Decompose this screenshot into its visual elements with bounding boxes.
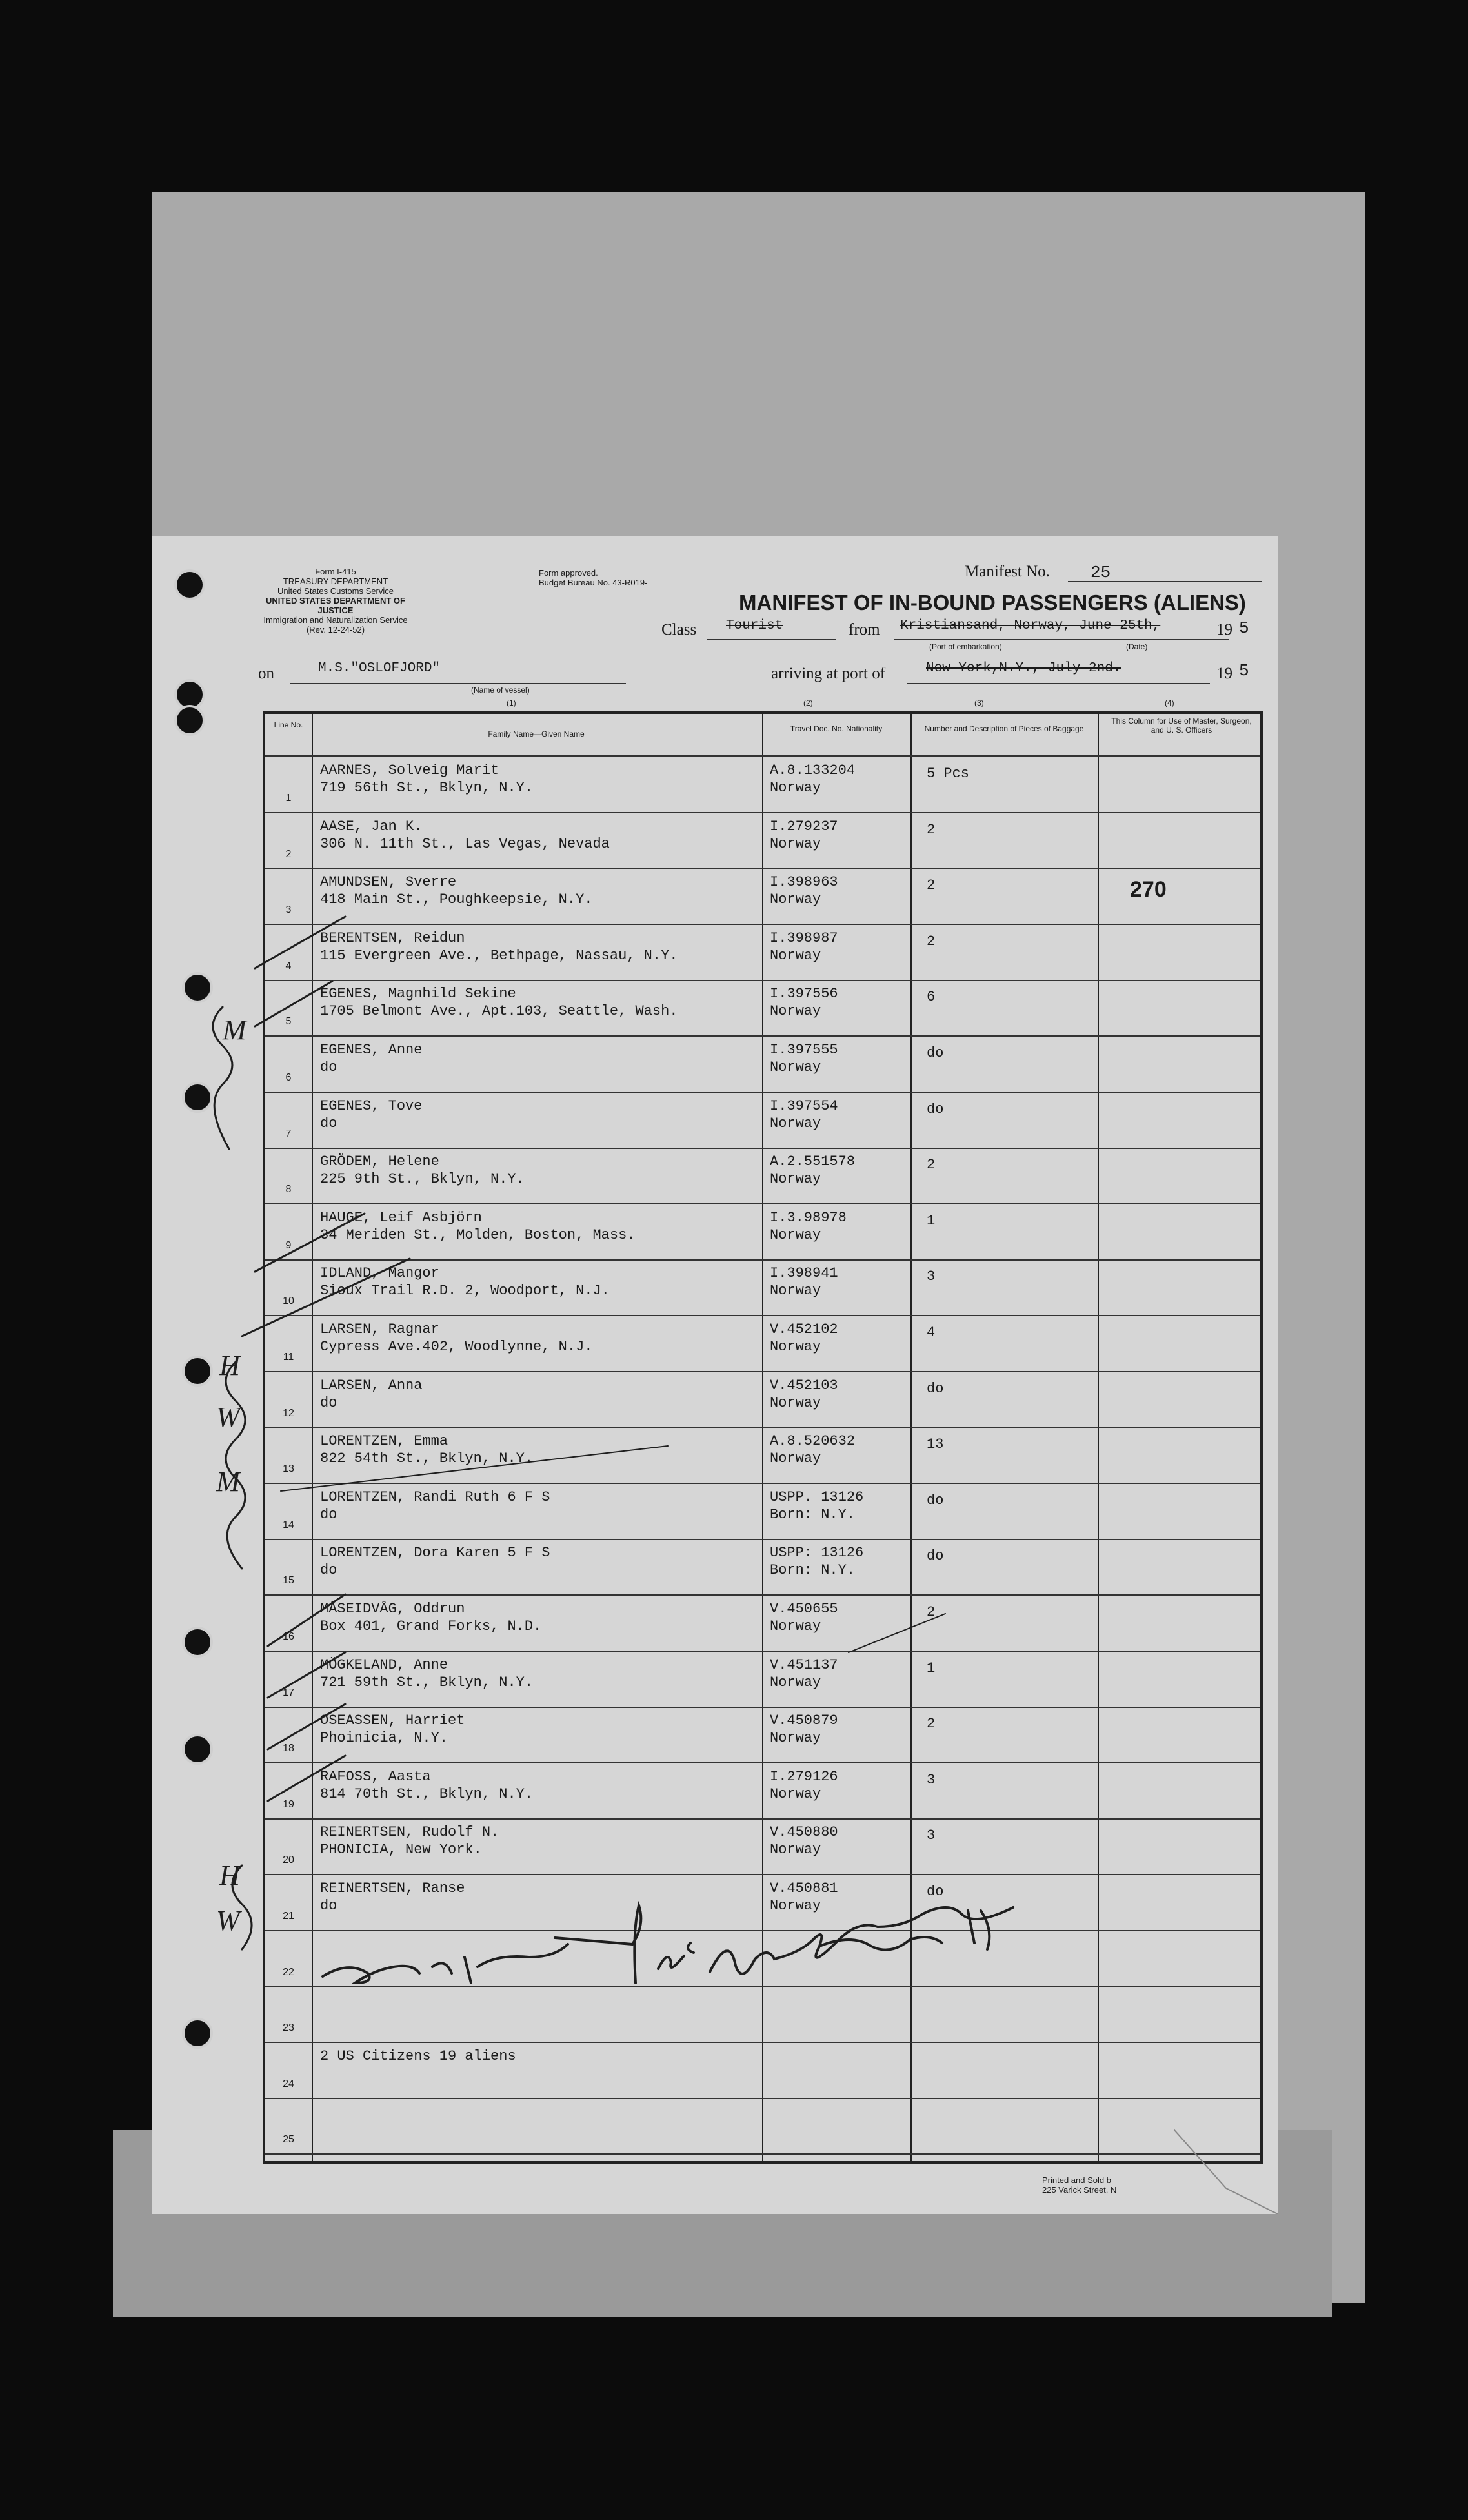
table-row [265, 868, 1260, 925]
passenger-address: 822 54th St., Bklyn, N.Y. [320, 1450, 534, 1467]
baggage-count: do [927, 1548, 944, 1565]
doc-number: V.450881 [770, 1880, 838, 1896]
passenger-name-address [320, 762, 533, 797]
table-row [265, 2098, 1260, 2155]
baggage-count: 1 [927, 1660, 936, 1676]
printer-line: Printed and Sold b [1042, 2175, 1111, 2185]
line-number: 6 [285, 1072, 292, 1083]
punch-hole [182, 1627, 213, 1658]
passenger-address: Sioux Trail R.D. 2, Woodport, N.J. [320, 1283, 610, 1299]
table-row [265, 1148, 1260, 1204]
baggage-count: 4 [927, 1325, 936, 1341]
passenger-name-address [320, 818, 610, 853]
table-row [265, 980, 1260, 1037]
punch-hole [182, 1356, 213, 1387]
table-row [265, 1986, 1260, 2043]
date-caption: (Date) [1126, 642, 1148, 651]
nationality: Born: N.Y. [770, 1562, 856, 1579]
line-number: 20 [283, 1854, 294, 1866]
doc-number: I.3.98978 [770, 1209, 847, 1226]
margin-initial: M [223, 1014, 246, 1046]
table-row [265, 757, 1260, 813]
nationality: Norway [770, 1898, 821, 1914]
table-row [265, 1372, 1260, 1428]
passenger-address: 719 56th St., Bklyn, N.Y. [320, 780, 534, 796]
passenger-name-address [320, 1432, 533, 1467]
passenger-name-address [320, 1824, 499, 1858]
nationality: Norway [770, 835, 821, 852]
column-marker: (2) [803, 698, 813, 707]
approval-line: Form approved. [539, 568, 598, 578]
doc-number: I.398941 [770, 1265, 838, 1282]
doc-number: I.398963 [770, 874, 838, 891]
passenger-name: AARNES, Solveig Marit [320, 762, 499, 778]
travel-doc [770, 818, 838, 853]
passenger-address: PHONICIA, New York. [320, 1842, 482, 1858]
passenger-name-address [320, 1265, 610, 1299]
travel-doc [770, 985, 838, 1020]
doc-number: I.397554 [770, 1097, 838, 1114]
baggage-count: do [927, 1884, 944, 1900]
passenger-name-address [320, 2048, 516, 2065]
manifest-form [152, 536, 1278, 2214]
passenger-name-address [320, 1768, 533, 1803]
passenger-name: AASE, Jan K. [320, 818, 423, 835]
margin-bracket [213, 1007, 232, 1149]
baggage-count: 5 Pcs [927, 766, 970, 782]
travel-doc [770, 1041, 838, 1076]
vessel-caption: (Name of vessel) [471, 686, 530, 695]
passenger-name: LORENTZEN, Emma [320, 1433, 448, 1450]
doc-number: I.398987 [770, 930, 838, 946]
from-line [894, 639, 1229, 640]
passenger-name-address [320, 873, 592, 908]
passenger-address: do [320, 1059, 337, 1075]
line-number: 23 [283, 2022, 294, 2034]
officer-note: 270 [1130, 877, 1167, 902]
travel-doc [770, 762, 855, 797]
nationality: Norway [770, 1171, 821, 1188]
travel-doc [770, 1489, 863, 1523]
doc-number: USPP: 13126 [770, 1545, 864, 1561]
arriving-label: arriving at port of [771, 665, 886, 682]
baggage-count: do [927, 1380, 944, 1397]
nationality: Norway [770, 1674, 821, 1691]
baggage-count: 2 [927, 821, 936, 838]
nationality: Norway [770, 1226, 821, 1243]
doc-number: I.279237 [770, 818, 838, 835]
nationality: Norway [770, 1730, 821, 1747]
printer-line: 225 Varick Street, N [1042, 2185, 1117, 2195]
table-row [265, 1875, 1260, 1931]
baggage-count: 3 [927, 1771, 936, 1788]
doc-number: V.451137 [770, 1656, 838, 1673]
line-number: 21 [283, 1911, 294, 1922]
table-row [265, 1539, 1260, 1596]
passenger-address: do [320, 1115, 337, 1132]
line-number: 3 [285, 904, 292, 916]
on-label: on [258, 665, 274, 682]
passenger-table [263, 711, 1263, 2164]
doc-number: USPP. 13126 [770, 1489, 864, 1505]
passenger-name: 2 US Citizens 19 aliens [320, 2048, 516, 2064]
baggage-count: 2 [927, 1716, 936, 1732]
year-digit: 5 [1239, 661, 1249, 680]
passenger-address: 306 N. 11th St., Las Vegas, Nevada [320, 835, 610, 852]
punch-hole [174, 705, 205, 736]
manifest-number: 25 [1091, 563, 1111, 582]
margin-initial: H [219, 1860, 240, 1891]
vessel-line [290, 683, 626, 684]
travel-doc [770, 1265, 838, 1299]
punch-hole [182, 2018, 213, 2049]
table-body [265, 757, 1260, 2161]
table-row [265, 1707, 1260, 1763]
doc-number: V.450655 [770, 1601, 838, 1617]
table-row [265, 1036, 1260, 1093]
column-marker: (3) [974, 698, 984, 707]
travel-doc [770, 1209, 847, 1244]
baggage-count: do [927, 1101, 944, 1117]
passenger-address: Phoinicia, N.Y. [320, 1730, 448, 1747]
from-label: from [849, 621, 880, 638]
passenger-address: 1705 Belmont Ave., Apt.103, Seattle, Wash. [320, 1003, 678, 1020]
agency-line: TREASURY DEPARTMENT [283, 576, 388, 586]
baggage-count: 3 [927, 1268, 936, 1285]
agency-line: United States Customs Service [277, 586, 394, 596]
passenger-name: LARSEN, Anna [320, 1377, 423, 1394]
line-number: 1 [285, 793, 292, 804]
baggage-count: do [927, 1045, 944, 1061]
table-row [265, 2042, 1260, 2099]
margin-initial: W [216, 1905, 240, 1936]
table-row [265, 1818, 1260, 1875]
table-row [265, 1259, 1260, 1316]
line-number: 7 [285, 1128, 292, 1139]
passenger-name-address [320, 1153, 525, 1188]
line-number: 4 [285, 960, 292, 971]
line-number: 5 [285, 1016, 292, 1028]
table-row [265, 1931, 1260, 1987]
passenger-address: 225 9th St., Bklyn, N.Y. [320, 1171, 525, 1188]
passenger-name-address [320, 1209, 635, 1244]
nationality: Norway [770, 1842, 821, 1858]
passenger-name: EGENES, Tove [320, 1097, 423, 1114]
passenger-name-address [320, 1041, 422, 1076]
table-row [265, 1483, 1260, 1540]
passenger-name: OSEASSEN, Harriet [320, 1712, 465, 1729]
manifest-number-label: Manifest No. [965, 563, 1050, 580]
passenger-address: Cypress Ave.402, Woodlynne, N.J. [320, 1339, 593, 1355]
header-officers: This Column for Use of Master, Surgeon, and U. S. Officers [1111, 716, 1252, 735]
table-row [265, 813, 1260, 869]
line-number: 18 [283, 1743, 294, 1754]
passenger-name-address [320, 1321, 592, 1356]
line-number: 24 [283, 2078, 294, 2089]
arrival-line [907, 683, 1210, 684]
travel-doc [770, 1321, 838, 1356]
passenger-name-address [320, 1489, 550, 1523]
passenger-name-address [320, 1880, 465, 1915]
passenger-name: MÖGKELAND, Anne [320, 1656, 448, 1673]
punch-hole [174, 569, 205, 600]
passenger-name: BERENTSEN, Reidun [320, 930, 465, 946]
class-value: Tourist [726, 618, 783, 633]
line-number: 14 [283, 1519, 294, 1530]
manifest-title: MANIFEST OF IN-BOUND PASSENGERS (ALIENS) [739, 591, 1246, 615]
table-row [265, 1092, 1260, 1149]
nationality: Norway [770, 891, 821, 908]
passenger-address: 418 Main St., Poughkeepsie, N.Y. [320, 891, 593, 908]
nationality: Norway [770, 780, 821, 796]
line-number: 8 [285, 1184, 292, 1195]
margin-bracket [226, 1362, 245, 1569]
passenger-name-address [320, 985, 678, 1020]
revision: (Rev. 12-24-52) [306, 625, 365, 635]
header-baggage: Number and Description of Pieces of Baggage [924, 724, 1084, 733]
line-number: 9 [285, 1239, 292, 1251]
passenger-name: EGENES, Magnhild Sekine [320, 986, 516, 1002]
baggage-count: 6 [927, 989, 936, 1006]
travel-doc [770, 1377, 838, 1412]
nationality: Born: N.Y. [770, 1506, 856, 1523]
approval-line: Budget Bureau No. 43-R019- [539, 578, 648, 587]
travel-doc [770, 1656, 838, 1691]
nationality: Norway [770, 1394, 821, 1411]
passenger-address: 814 70th St., Bklyn, N.Y. [320, 1785, 534, 1802]
passenger-name: HAUGE, Leif Asbjörn [320, 1209, 482, 1226]
passenger-name-address [320, 1600, 541, 1635]
port-embarkation-caption: (Port of embarkation) [929, 642, 1002, 651]
passenger-name: AMUNDSEN, Sverre [320, 874, 457, 891]
baggage-count: 1 [927, 1212, 936, 1229]
punch-hole [182, 972, 213, 1003]
doc-number: V.450879 [770, 1712, 838, 1729]
margin-initial: H [219, 1350, 240, 1381]
year-prefix: 19 [1216, 665, 1232, 682]
doc-number: A.8.133204 [770, 762, 856, 778]
line-number: 15 [283, 1575, 294, 1587]
travel-doc [770, 1768, 838, 1803]
embark-value: Kristiansand, Norway, June 25th, [900, 618, 1161, 633]
passenger-name: RAFOSS, Aasta [320, 1768, 431, 1785]
passenger-name-address [320, 1656, 533, 1691]
doc-number: A.2.551578 [770, 1153, 856, 1170]
passenger-name: MÅSEIDVÅG, Oddrun [320, 1601, 465, 1617]
baggage-count: 2 [927, 933, 936, 950]
passenger-address: do [320, 1562, 337, 1579]
doc-number: I.279126 [770, 1768, 838, 1785]
nationality: Norway [770, 1059, 821, 1075]
doc-number: V.452102 [770, 1321, 838, 1337]
punch-hole [182, 1734, 213, 1765]
table-row [265, 1763, 1260, 1820]
passenger-address: Box 401, Grand Forks, N.D. [320, 1618, 542, 1634]
passenger-name: REINERTSEN, Ranse [320, 1880, 465, 1896]
nationality: Norway [770, 1115, 821, 1132]
header-name: Family Name—Given Name [488, 729, 585, 738]
passenger-name-address [320, 1377, 422, 1412]
nationality: Norway [770, 1339, 821, 1355]
line-number: 16 [283, 1631, 294, 1642]
passenger-name-address [320, 930, 678, 964]
passenger-address: 721 59th St., Bklyn, N.Y. [320, 1674, 534, 1691]
passenger-name: REINERTSEN, Rudolf N. [320, 1824, 499, 1841]
travel-doc [770, 873, 838, 908]
margin-initial: M [216, 1466, 240, 1498]
passenger-address: 115 Evergreen Ave., Bethpage, Nassau, N.Y. [320, 947, 678, 964]
nationality: Norway [770, 1003, 821, 1020]
passenger-name-address [320, 1544, 550, 1579]
baggage-count: 13 [927, 1436, 944, 1453]
passenger-name-address [320, 1097, 422, 1132]
doc-number: V.450880 [770, 1824, 838, 1841]
year-prefix: 19 [1216, 621, 1232, 638]
year-digit: 5 [1239, 618, 1249, 638]
travel-doc [770, 1600, 838, 1635]
doc-number: A.8.520632 [770, 1433, 856, 1450]
doc-number: I.397556 [770, 986, 838, 1002]
travel-doc [770, 1153, 855, 1188]
nationality: Norway [770, 947, 821, 964]
line-number: 10 [283, 1296, 294, 1307]
form-number: Form I-415 [315, 567, 356, 576]
baggage-count: 2 [927, 1604, 936, 1620]
baggage-count: 2 [927, 1157, 936, 1174]
header-line-no: Line No. [274, 720, 303, 729]
travel-doc [770, 1712, 838, 1747]
header-doc: Travel Doc. No. Nationality [790, 724, 883, 733]
passenger-name: LARSEN, Ragnar [320, 1321, 439, 1337]
passenger-address: do [320, 1394, 337, 1411]
passenger-name-address [320, 1712, 465, 1747]
line-number: 13 [283, 1463, 294, 1475]
approval-block [539, 568, 687, 587]
travel-doc [770, 930, 838, 964]
travel-doc [770, 1824, 838, 1858]
class-label: Class [661, 621, 697, 638]
travel-doc [770, 1880, 838, 1915]
class-line [707, 639, 836, 640]
line-number: 11 [283, 1352, 294, 1363]
vessel-name: M.S."OSLOFJORD" [318, 661, 441, 676]
table-row [265, 1651, 1260, 1708]
passenger-address: 34 Meriden St., Molden, Boston, Mass. [320, 1226, 636, 1243]
baggage-count: 2 [927, 877, 936, 894]
passenger-name: GRÖDEM, Helene [320, 1153, 439, 1170]
travel-doc [770, 1097, 838, 1132]
line-number: 17 [283, 1687, 294, 1698]
passenger-address: do [320, 1898, 337, 1914]
margin-initial: W [216, 1401, 240, 1433]
passenger-name: LORENTZEN, Randi Ruth 6 F S [320, 1489, 550, 1505]
baggage-count: do [927, 1492, 944, 1509]
nationality: Norway [770, 1450, 821, 1467]
table-row [265, 1427, 1260, 1484]
column-marker: (4) [1165, 698, 1174, 707]
travel-doc [770, 1544, 863, 1579]
passenger-address: do [320, 1506, 337, 1523]
table-row [265, 1316, 1260, 1372]
line-number: 12 [283, 1407, 294, 1419]
agency-line: Immigration and Naturalization Service [263, 615, 408, 625]
baggage-count: 3 [927, 1827, 936, 1844]
punch-hole [182, 1082, 213, 1113]
margin-bracket [232, 1865, 252, 1949]
nationality: Norway [770, 1785, 821, 1802]
table-row [265, 1204, 1260, 1261]
passenger-name: LORENTZEN, Dora Karen 5 F S [320, 1545, 550, 1561]
arrival-value: New York,N.Y., July 2nd. [926, 661, 1121, 676]
form-agency-block [252, 567, 419, 635]
line-number: 2 [285, 848, 292, 860]
line-number: 22 [283, 1966, 294, 1978]
table-row [265, 1595, 1260, 1652]
nationality: Norway [770, 1283, 821, 1299]
doc-number: I.397555 [770, 1042, 838, 1058]
column-marker: (1) [507, 698, 516, 707]
table-row [265, 924, 1260, 981]
printer-imprint [1042, 2175, 1116, 2195]
line-number: 25 [283, 2134, 294, 2146]
agency-line: UNITED STATES DEPARTMENT OF JUSTICE [266, 596, 405, 615]
passenger-name: IDLAND, Mangor [320, 1265, 439, 1282]
line-number: 19 [283, 1798, 294, 1810]
nationality: Norway [770, 1618, 821, 1634]
travel-doc [770, 1432, 855, 1467]
doc-number: V.452103 [770, 1377, 838, 1394]
passenger-name: EGENES, Anne [320, 1042, 423, 1058]
